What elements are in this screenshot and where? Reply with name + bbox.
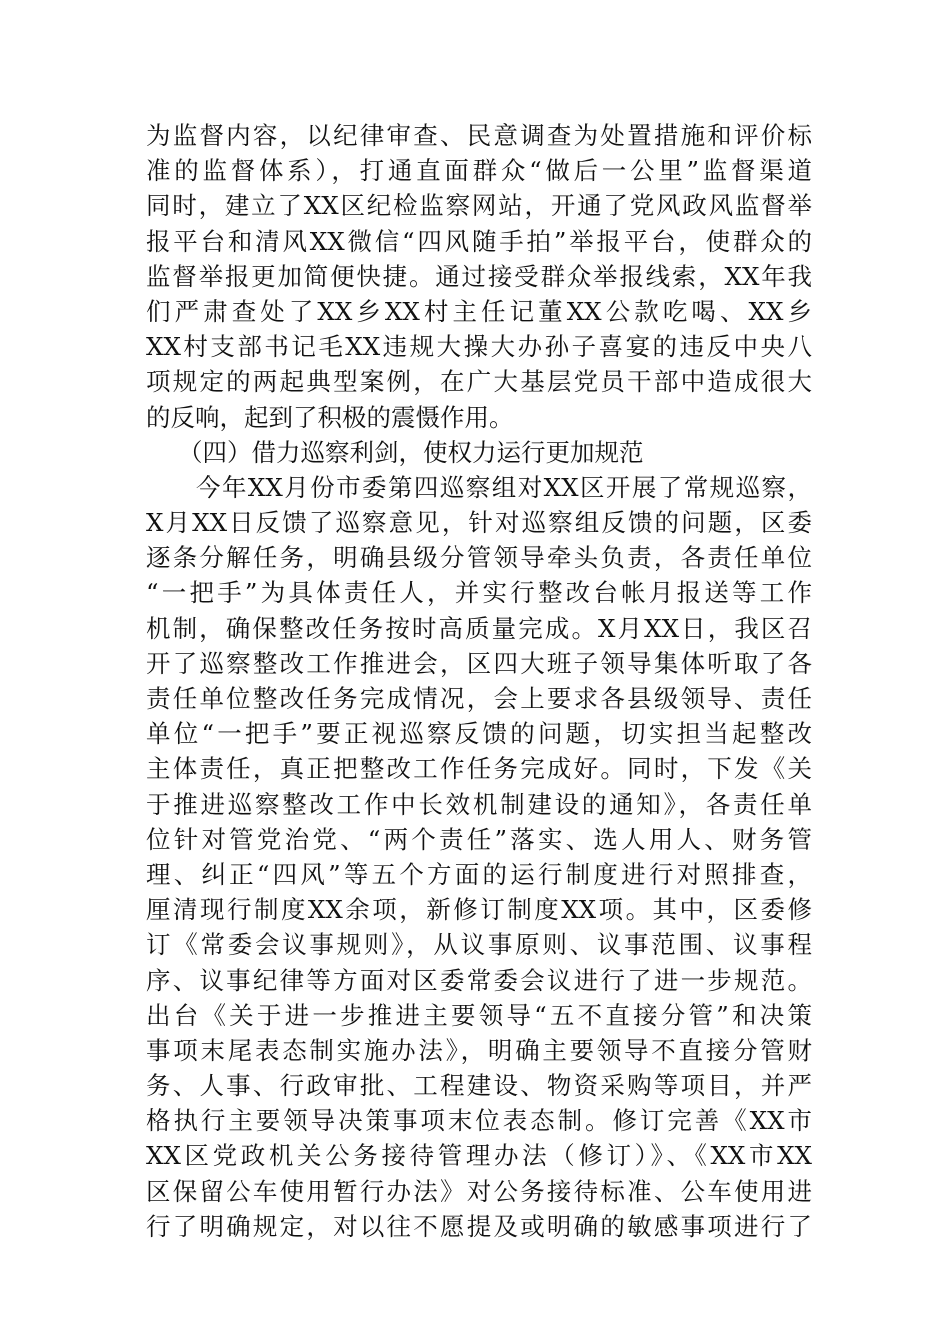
text-line: “一把手”为具体责任人，并实行整改台帐月报送等工作 xyxy=(146,578,812,608)
text-line: 主体责任，真正把整改工作任务完成好。同时，下发《关 xyxy=(146,754,812,784)
text-line: 格执行主要领导决策事项末位表态制。修订完善《XX市 xyxy=(146,1106,812,1136)
text-line: 行了明确规定，对以往不愿提及或明确的敏感事项进行了 xyxy=(146,1211,812,1241)
text-line: 的反响，起到了积极的震慑作用。 xyxy=(146,402,514,432)
text-line: 报平台和清风XX微信“四风随手拍”举报平台，使群众的 xyxy=(146,226,812,256)
text-line: 厘清现行制度XX余项，新修订制度XX项。其中，区委修 xyxy=(146,895,812,925)
text-line: 机制，确保整改任务按时高质量完成。X月XX日，我区召 xyxy=(146,613,812,643)
text-line: 单位“一把手”要正视巡察反馈的问题，切实担当起整改 xyxy=(146,719,812,749)
text-line: XX村支部书记毛XX违规大操大办孙子喜宴的违反中央八 xyxy=(146,332,812,362)
text-line: 订《常委会议事规则》，从议事原则、议事范围、议事程 xyxy=(146,930,812,960)
text-line: 序、议事纪律等方面对区委常委会议进行了进一步规范。 xyxy=(146,965,812,995)
text-line: 理、纠正“四风”等五个方面的运行制度进行对照排查， xyxy=(146,859,812,889)
text-line: 开了巡察整改工作推进会，区四大班子领导集体听取了各 xyxy=(146,648,812,678)
text-line: 项规定的两起典型案例，在广大基层党员干部中造成很大 xyxy=(146,367,812,397)
text-line: 位针对管党治党、“两个责任”落实、选人用人、财务管 xyxy=(146,824,812,854)
text-line: 于推进巡察整改工作中长效机制建设的通知》，各责任单 xyxy=(146,789,812,819)
text-line: 务、人事、行政审批、工程建设、物资采购等项目，并严 xyxy=(146,1071,812,1101)
text-line: 同时，建立了XX区纪检监察网站，开通了党风政风监督举 xyxy=(146,191,812,221)
body-text xyxy=(146,118,812,1244)
text-line: 准的监督体系），打通直面群众“做后一公里”监督渠道 xyxy=(146,156,812,186)
text-line: 们严肃查处了XX乡XX村主任记董XX公款吃喝、XX乡 xyxy=(146,296,812,326)
text-line: 区保留公车使用暂行办法》对公务接待标准、公车使用进 xyxy=(146,1176,812,1206)
text-line: 出台《关于进一步推进主要领导“五不直接分管”和决策 xyxy=(146,1000,812,1030)
text-line: 责任单位整改任务完成情况，会上要求各县级领导、责任 xyxy=(146,684,812,713)
text-line: 逐条分解任务，明确县级分管领导牵头负责，各责任单位 xyxy=(146,543,812,573)
text-line: 事项末尾表态制实施办法》，明确主要领导不直接分管财 xyxy=(146,1035,812,1065)
text-line: 今年XX月份市委第四巡察组对XX区开展了常规巡察， xyxy=(196,472,812,502)
text-line: X月XX日反馈了巡察意见，针对巡察组反馈的问题，区委 xyxy=(146,508,812,538)
section-heading: （四）借力巡察利剑，使权力运行更加规范 xyxy=(178,437,644,467)
text-line: 监督举报更加简便快捷。通过接受群众举报线索，XX年我 xyxy=(146,261,812,291)
text-line: XX区党政机关公务接待管理办法（修订）》、《XX市XX xyxy=(146,1141,812,1171)
text-line: 为监督内容，以纪律审查、民意调查为处置措施和评价标 xyxy=(146,121,812,150)
